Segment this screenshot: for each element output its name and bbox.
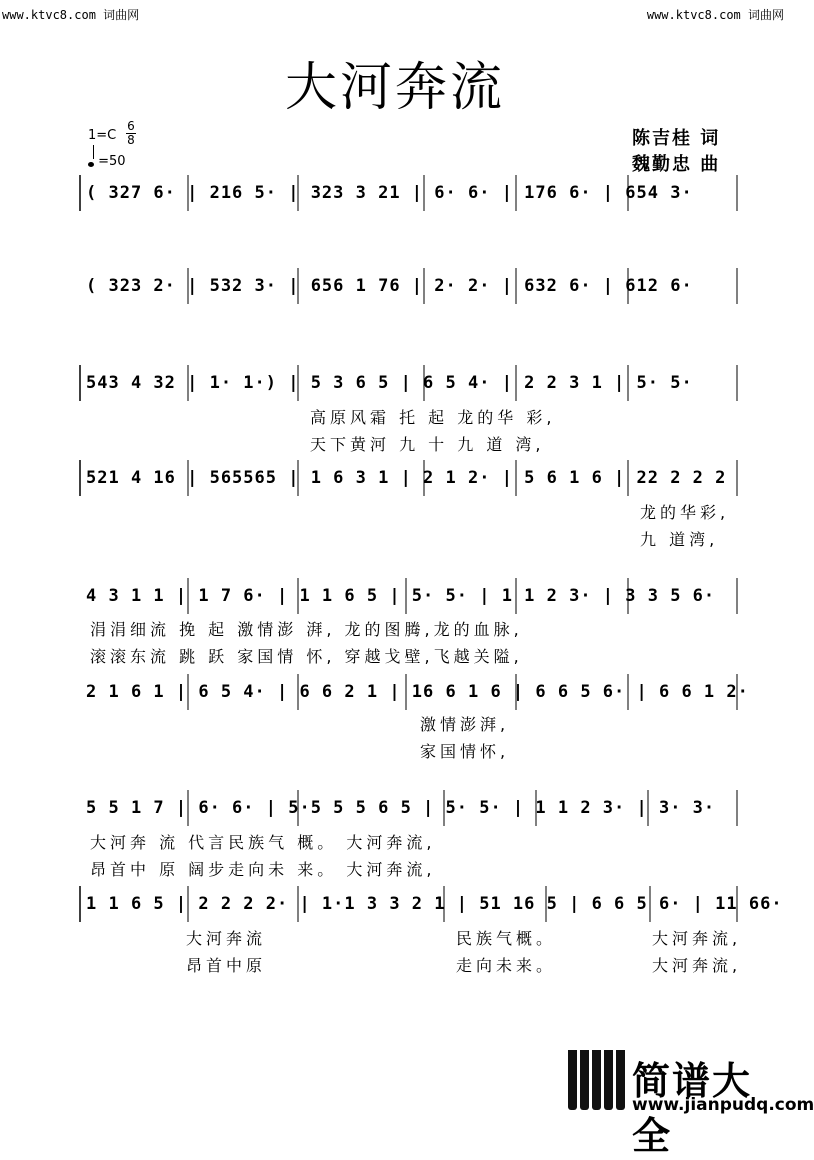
lyric-row-7-verse-2: 昂首中 原 阔步走向未 来。 大河奔流, — [90, 860, 436, 879]
lyric-row-6-verse-1: 激情澎湃, — [420, 715, 510, 734]
lyric-row-7-verse-1: 大河奔 流 代言民族气 概。 大河奔流, — [90, 833, 436, 852]
lyric-row-4-verse-1: 龙的华彩, — [640, 503, 730, 522]
notes-row-6: 2 1 6 1 | 6 5 4· | 6 6 2 1 | 16 6 1 6 | 6 6 5 6· | 6 6 1 2· — [86, 682, 749, 702]
lyricist-credit: 陈吉桂 词 — [632, 128, 721, 149]
notes-row-1: ( 327 6· | 216 5· | 323 3 21 | 6· 6· | 176 6· | 654 3· — [86, 183, 693, 203]
logo-brand-text: 简谱大全 — [632, 1059, 753, 1158]
piano-keys-icon — [568, 1050, 626, 1112]
quarter-note-icon — [88, 162, 94, 167]
jianpu-logo — [568, 1050, 814, 1158]
notes-row-5: 4 3 1 1 | 1 7 6· | 1 1 6 5 | 5· 5· | 1 1 2 3· | 3 3 5 6· — [86, 586, 716, 606]
lyric-row-8-verse-1-part-2: 民族气概。 — [456, 929, 557, 948]
tempo-marking — [88, 151, 126, 169]
lyric-row-6-verse-2: 家国情怀, — [420, 742, 510, 761]
lyric-row-8-verse-1-part-1: 大河奔流 — [186, 929, 267, 948]
notes-row-4: 521 4 16 | 565565 | 1 6 3 1 | 2 1 2· | 5 6 1 6 | 22 2 2 2 — [86, 468, 727, 488]
lyric-row-8-verse-2-part-2: 走向未来。 — [456, 956, 557, 975]
notes-row-8: 1 1 6 5 | 2 2 2 2· | 1·1 3 3 2 1 | 51 16 5 | 6 6 5 6· | 11 66· — [86, 894, 783, 914]
notes-row-3: 543 4 32 | 1· 1·) | 5 3 6 5 | 6 5 4· | 2 2 3 1 | 5· 5· — [86, 373, 693, 393]
logo-url-text: www.jianpudq.com — [632, 1095, 814, 1115]
site-watermark-right: www.ktvc8.com 词曲网 — [646, 8, 784, 22]
key-signature: 1=C — [88, 128, 117, 143]
lyric-row-5-verse-2: 滚滚东流 跳 跃 家国情 怀, 穿越戈壁,飞越关隘, — [90, 647, 523, 666]
lyric-row-3-verse-2: 天下黄河 九 十 九 道 湾, — [310, 435, 545, 454]
lyric-row-5-verse-1: 涓涓细流 挽 起 激情澎 湃, 龙的图腾,龙的血脉, — [90, 620, 523, 639]
song-title: 大河奔流 — [284, 58, 505, 118]
composer-credit: 魏勤忠 曲 — [632, 154, 721, 175]
tempo-value: =50 — [98, 154, 126, 169]
time-signature — [126, 120, 136, 147]
site-watermark-left: www.ktvc8.com 词曲网 — [2, 8, 140, 22]
lyric-row-3-verse-1: 高原风霜 托 起 龙的华 彩, — [310, 408, 556, 427]
time-signature-bottom: 8 — [127, 133, 135, 147]
notes-row-7: 5 5 1 7 | 6· 6· | 5·5 5 5 6 5 | 5· 5· | 1 1 2 3· | 3· 3· — [86, 798, 716, 818]
time-signature-top: 6 — [127, 119, 135, 133]
lyric-row-8-verse-1-part-3: 大河奔流, — [652, 929, 742, 948]
lyric-row-8-verse-2-part-3: 大河奔流, — [652, 956, 742, 975]
lyric-row-8-verse-2-part-1: 昂首中原 — [186, 956, 267, 975]
lyric-row-4-verse-2: 九 道湾, — [640, 530, 719, 549]
notes-row-2: ( 323 2· | 532 3· | 656 1 76 | 2· 2· | 632 6· | 612 6· — [86, 276, 693, 296]
